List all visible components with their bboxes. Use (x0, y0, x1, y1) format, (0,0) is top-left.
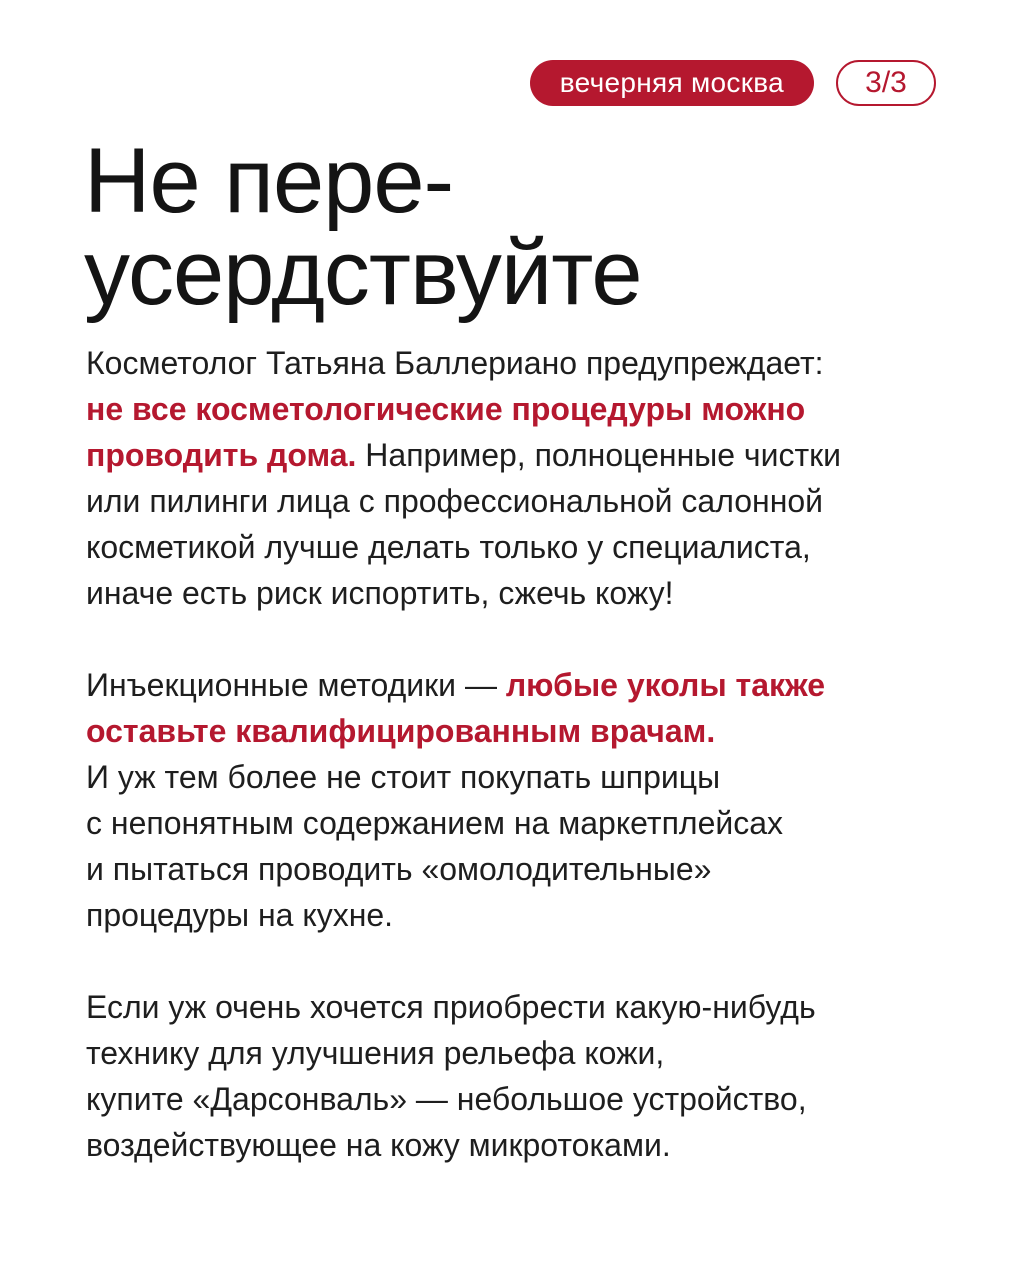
text-line: Косметолог Татьяна Баллериано предупреждает: (86, 345, 824, 381)
text-line: технику для улучшения рельефа кожи, (86, 1035, 665, 1071)
text-line (86, 662, 946, 708)
brand-name: вечерняя москва (559, 67, 784, 98)
text-line (86, 432, 946, 478)
text-line: или пилинги лица с профессиональной салонной (86, 483, 824, 519)
header (530, 60, 936, 106)
text-fragment: Например, полноценные чистки (356, 437, 841, 473)
text-line: и пытаться проводить «омолодительные» (86, 851, 712, 887)
text-line: Если уж очень хочется приобрести какую-нибудь (86, 989, 816, 1025)
paragraph-1 (86, 340, 946, 616)
text-fragment: Инъекционные методики — (86, 667, 506, 703)
brand-badge (530, 60, 814, 106)
text-line: воздействующее на кожу микротоками. (86, 1127, 671, 1163)
paragraph-2 (86, 662, 946, 938)
page-title (84, 130, 642, 324)
title-line-2: усердствуйте (84, 222, 642, 324)
article-body (86, 340, 946, 1168)
text-line: косметикой лучше делать только у специалиста, (86, 529, 811, 565)
page-counter (836, 60, 936, 106)
title-line-1: Не пере- (84, 130, 454, 232)
text-line: процедуры на кухне. (86, 897, 394, 933)
text-line: купите «Дарсонваль» — небольшое устройство, (86, 1081, 807, 1117)
text-line: иначе есть риск испортить, сжечь кожу! (86, 575, 674, 611)
highlight-text: не все косметологические процедуры можно (86, 391, 806, 427)
text-line: с непонятным содержанием на маркетплейсах (86, 805, 784, 841)
text-line: И уж тем более не стоит покупать шприцы (86, 759, 721, 795)
page-counter-label: 3/3 (865, 66, 907, 99)
highlight-text: любые уколы также (505, 667, 826, 703)
paragraph-3 (86, 984, 946, 1168)
highlight-text: оставьте квалифицированным врачам. (86, 713, 716, 749)
highlight-text: проводить дома. (86, 437, 357, 473)
